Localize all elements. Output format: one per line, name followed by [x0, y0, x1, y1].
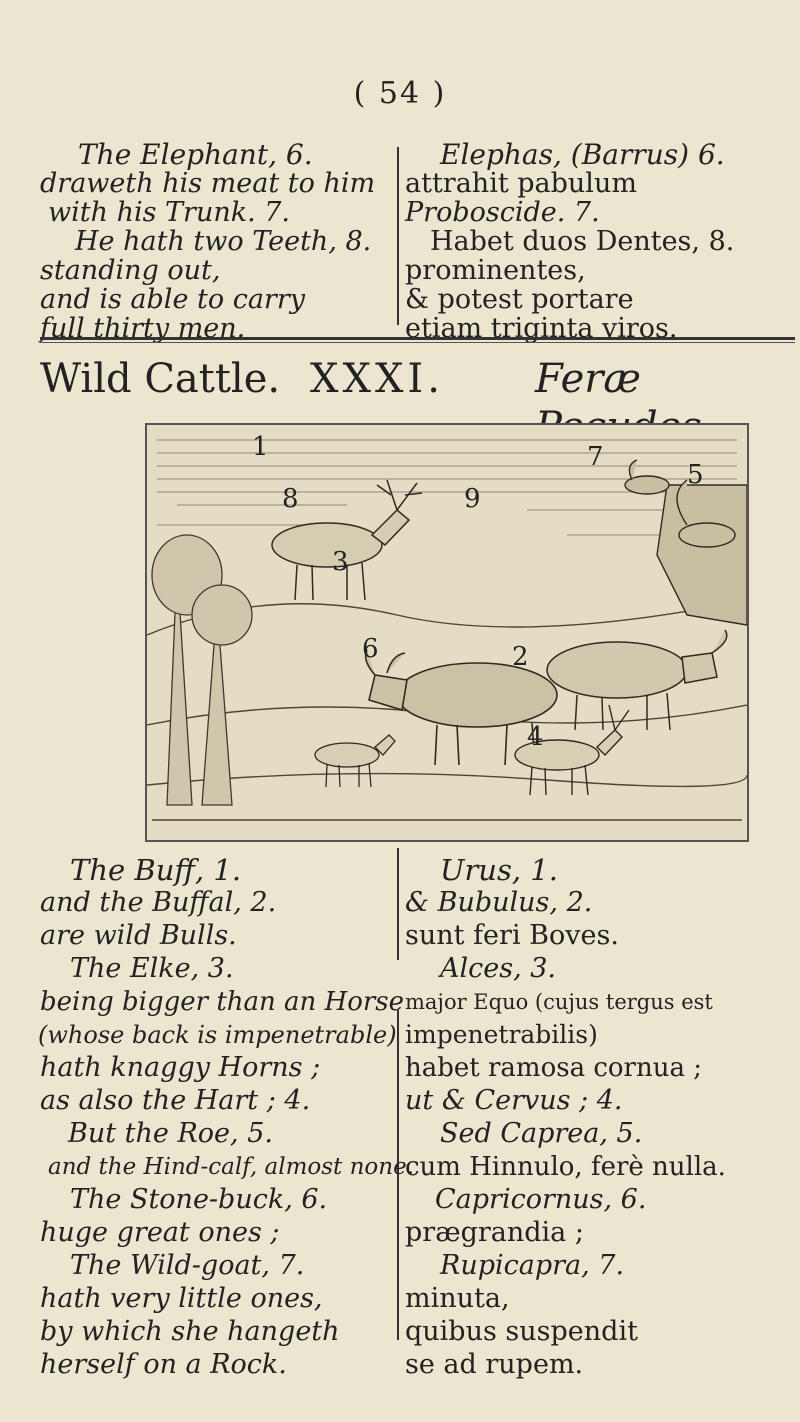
figure-number-9: 9 — [464, 484, 481, 514]
top-left-line-2: draweth his meat to him — [40, 168, 376, 199]
figure-number-6: 6 — [362, 634, 379, 664]
top-left-line-7: full thirty men. — [40, 313, 246, 344]
figure-number-1: 1 — [252, 432, 269, 462]
bottom-right-line-14: minuta, — [405, 1283, 510, 1314]
heading-english: Wild Cattle. — [40, 356, 281, 402]
bottom-left-line-7: hath knaggy Horns ; — [40, 1052, 321, 1083]
bottom-left-line-3: are wild Bulls. — [40, 920, 237, 951]
top-right-line-2: attrahit pabulum — [405, 168, 637, 199]
section-rule — [40, 337, 795, 340]
bottom-left-line-2: and the Buffal, 2. — [40, 887, 277, 918]
bottom-right-line-2: & Bubulus, 2. — [405, 887, 593, 918]
bottom-left-line-14: hath very little ones, — [40, 1283, 323, 1314]
top-left-line-3: with his Trunk. 7. — [48, 197, 291, 228]
bottom-left-line-5: being bigger than an Horse — [40, 987, 405, 1017]
bottom-left-line-12: huge great ones ; — [40, 1217, 280, 1248]
bottom-right-line-11: Capricornus, 6. — [435, 1184, 647, 1215]
bottom-left-line-16: herself on a Rock. — [40, 1349, 287, 1380]
top-right-line-6: & potest portare — [405, 284, 634, 315]
bottom-right-line-16: se ad rupem. — [405, 1349, 584, 1380]
heading-latin: Feræ — [535, 356, 641, 402]
top-left-line-6: and is able to carry — [40, 284, 305, 315]
bottom-right-line-4: Alces, 3. — [440, 953, 557, 984]
heading-numeral: XXXI. — [310, 356, 444, 402]
bottom-right-line-15: quibus suspendit — [405, 1316, 638, 1347]
page-number: ( 54 ) — [353, 76, 447, 111]
column-divider — [397, 147, 399, 325]
bottom-right-line-10: cum Hinnulo, ferè nulla. — [405, 1152, 726, 1182]
bottom-right-line-7: habet ramosa cornua ; — [405, 1053, 702, 1083]
top-left-line-5: standing out, — [40, 255, 221, 286]
bottom-right-line-8: ut & Cervus ; 4. — [405, 1085, 623, 1116]
top-right-line-5: prominentes, — [405, 255, 586, 286]
bottom-right-line-9: Sed Caprea, 5. — [440, 1118, 643, 1149]
bottom-right-line-5: major Equo (cujus tergus est — [405, 990, 713, 1014]
bottom-left-line-8: as also the Hart ; 4. — [40, 1085, 311, 1116]
top-right-line-7: etiam triginta viros. — [405, 313, 678, 344]
figure-number-3: 3 — [332, 547, 349, 577]
engraving-wild-cattle — [145, 423, 749, 842]
bottom-right-line-3: sunt feri Boves. — [405, 920, 619, 951]
top-left-line-1: The Elephant, 6. — [78, 138, 313, 171]
bottom-right-line-12: prægrandia ; — [405, 1217, 584, 1248]
engraving-drawing — [147, 425, 747, 840]
bottom-left-line-11: The Stone-buck, 6. — [70, 1184, 328, 1215]
bottom-left-line-4: The Elke, 3. — [70, 953, 234, 984]
top-left-line-4: He hath two Teeth, 8. — [75, 226, 372, 257]
bottom-left-line-13: The Wild-goat, 7. — [70, 1250, 305, 1281]
bottom-right-line-13: Rupicapra, 7. — [440, 1250, 625, 1281]
bottom-left-line-10: and the Hind-calf, almost none. — [48, 1154, 415, 1180]
top-right-line-3: Proboscide. 7. — [405, 197, 600, 228]
figure-number-4: 4 — [527, 722, 544, 752]
top-right-line-1: Elephas, (Barrus) 6. — [440, 138, 725, 171]
figure-number-7: 7 — [587, 442, 604, 472]
bottom-left-line-15: by which she hangeth — [40, 1316, 340, 1347]
top-right-line-4: Habet duos Dentes, 8. — [430, 226, 735, 257]
bottom-left-line-9: But the Roe, 5. — [68, 1118, 273, 1149]
bottom-right-line-6: impenetrabilis) — [405, 1020, 598, 1049]
section-rule-thin — [40, 342, 795, 343]
figure-number-2: 2 — [512, 642, 529, 672]
column-divider-upper — [397, 848, 399, 960]
bottom-right-line-1: Urus, 1. — [440, 853, 558, 887]
figure-number-8: 8 — [282, 484, 299, 514]
figure-number-5: 5 — [687, 460, 704, 490]
bottom-left-line-1: The Buff, 1. — [70, 853, 242, 887]
bottom-left-line-6: (whose back is impenetrable) — [38, 1021, 397, 1049]
